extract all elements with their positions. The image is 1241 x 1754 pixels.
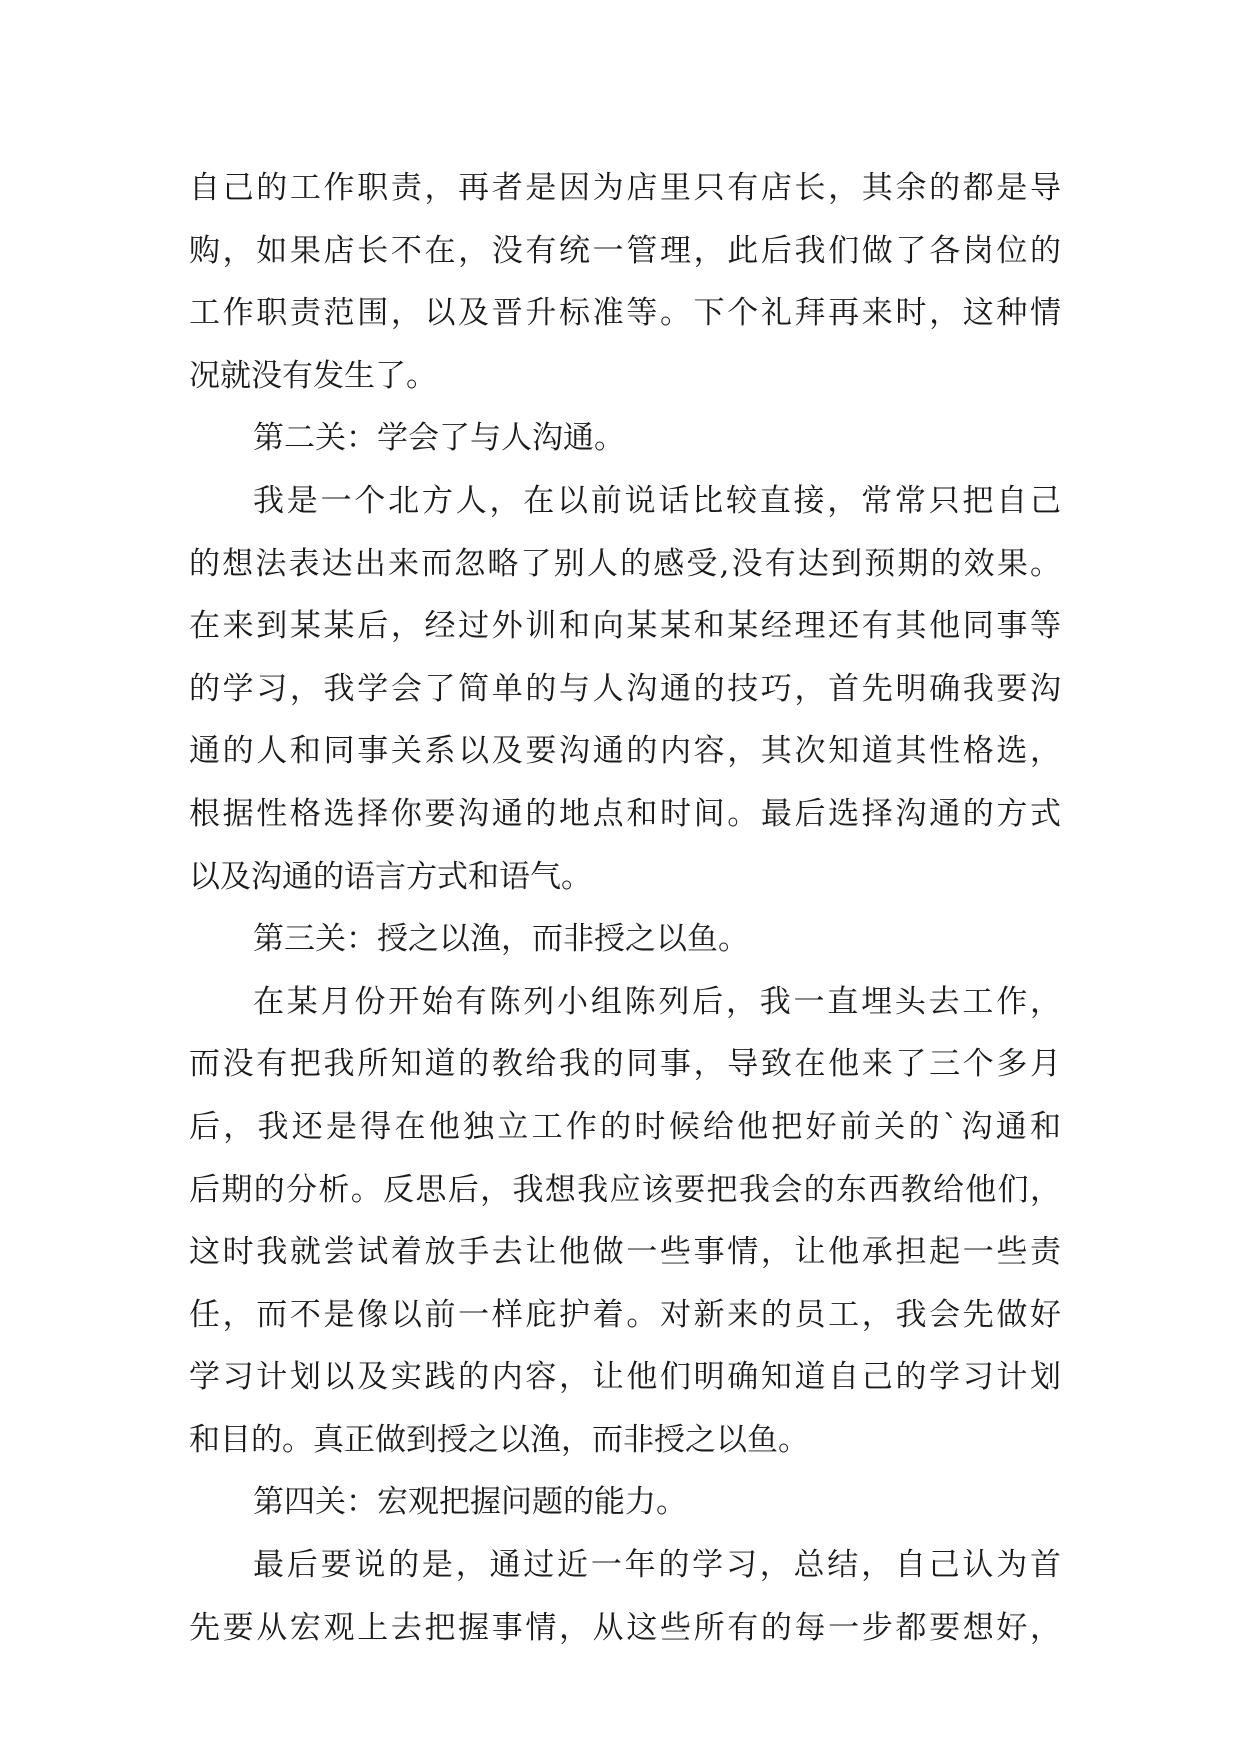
text-line: 根据性格选择你要沟通的地点和时间。最后选择沟通的方式: [189, 795, 1061, 832]
text-line: 在某月份开始有陈列小组陈列后，我一直埋头去工作，: [253, 983, 1061, 1020]
section-heading: 第三关：授之以渔，而非授之以鱼。: [253, 921, 749, 958]
section-heading: 第二关：学会了与人沟通。: [253, 420, 625, 457]
section-heading: 第四关：宏观把握问题的能力。: [253, 1484, 687, 1521]
text-line: 我是一个北方人，在以前说话比较直接，常常只把自己: [253, 482, 1061, 519]
text-line: 而没有把我所知道的教给我的同事，导致在他来了三个多月: [189, 1046, 1061, 1083]
text-line: 这时我就尝试着放手去让他做一些事情，让他承担起一些责: [189, 1234, 1061, 1271]
text-line: 的学习，我学会了简单的与人沟通的技巧，首先明确我要沟: [189, 670, 1061, 707]
text-line: 后期的分析。反思后，我想我应该要把我会的东西教给他们，: [189, 1171, 1061, 1208]
text-line: 在来到某某后，经过外训和向某某和某经理还有其他同事等: [189, 608, 1061, 645]
text-line: 自己的工作职责，再者是因为店里只有店长，其余的都是导: [189, 170, 1061, 206]
text-line: 工作职责范围，以及晋升标准等。下个礼拜再来时，这种情: [189, 295, 1061, 332]
text-line: 先要从宏观上去把握事情，从这些所有的每一步都要想好，: [189, 1609, 1061, 1646]
text-line: 后，我还是得在他独立工作的时候给他把好前关的`沟通和: [189, 1108, 1061, 1145]
text-line: 以及沟通的语言方式和语气。: [189, 858, 592, 895]
text-line: 学习计划以及实践的内容，让他们明确知道自己的学习计划: [189, 1359, 1061, 1396]
text-line: 况就没有发生了。: [189, 357, 437, 394]
text-line: 和目的。真正做到授之以渔，而非授之以鱼。: [189, 1421, 809, 1458]
text-line: 最后要说的是，通过近一年的学习，总结，自己认为首: [253, 1547, 1061, 1584]
text-line: 购，如果店长不在，没有统一管理，此后我们做了各岗位的: [189, 232, 1061, 269]
body-text: [189, 157, 1061, 1659]
text-line: 的想法表达出来而忽略了别人的感受,没有达到预期的效果。: [189, 545, 1061, 582]
text-line: 通的人和同事关系以及要沟通的内容，其次知道其性格选，: [189, 733, 1061, 770]
text-line: 任，而不是像以前一样庇护着。对新来的员工，我会先做好: [189, 1296, 1061, 1333]
